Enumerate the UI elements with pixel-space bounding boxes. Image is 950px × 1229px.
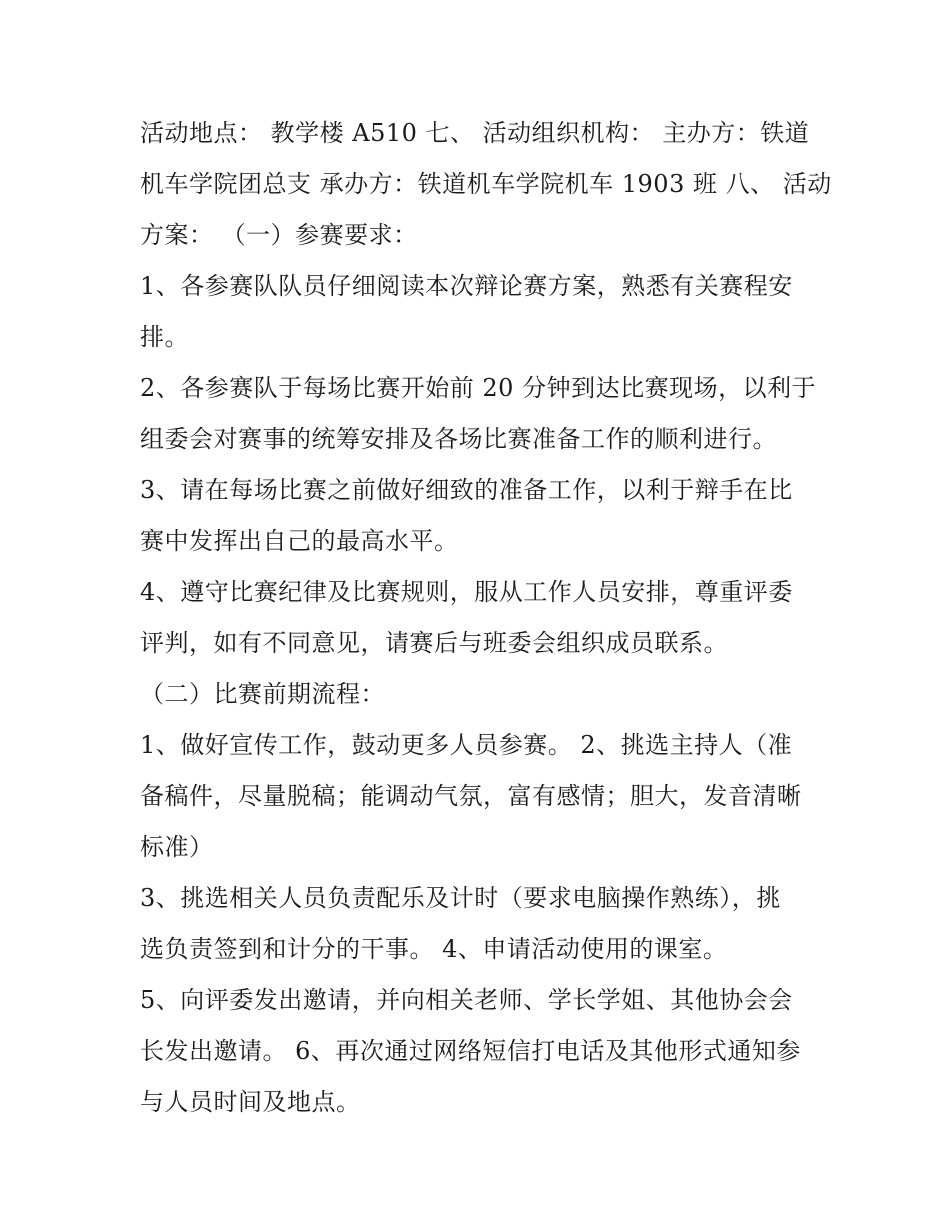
text-line: 选负责签到和计分的干事。 4、申请活动使用的课室。 xyxy=(140,935,728,963)
text-line: 1、做好宣传工作，鼓动更多人员参赛。 2、挑选主持人（准 xyxy=(140,731,793,759)
text-line: 3、请在每场比赛之前做好细致的准备工作，以利于辩手在比 xyxy=(140,476,793,504)
text-line: 评判，如有不同意见，请赛后与班委会组织成员联系。 xyxy=(140,629,728,657)
document-body xyxy=(140,108,832,1128)
text-line: 备稿件，尽量脱稿；能调动气氛，富有感情；胆大，发音清晰 xyxy=(140,782,802,810)
text-line: 标准） xyxy=(140,833,214,861)
text-line: 2、各参赛队于每场比赛开始前 20 分钟到达比赛现场，以利于 xyxy=(140,374,817,402)
text-line: 活动地点： 教学楼 A510 七、 活动组织机构： 主办方：铁道 xyxy=(140,119,810,147)
text-line: 5、向评委发出邀请，并向相关老师、学长学姐、其他协会会 xyxy=(140,986,793,1014)
text-line: 机车学院团总支 承办方：铁道机车学院机车 1903 班 八、 活动 xyxy=(140,170,832,198)
text-line: 1、各参赛队队员仔细阅读本次辩论赛方案，熟悉有关赛程安 xyxy=(140,272,793,300)
text-line: 方案： （一）参赛要求： xyxy=(140,221,418,249)
text-line: 与人员时间及地点。 xyxy=(140,1088,361,1116)
text-line: 4、遵守比赛纪律及比赛规则，服从工作人员安排，尊重评委 xyxy=(140,578,793,606)
text-line: 赛中发挥出自己的最高水平。 xyxy=(140,527,459,555)
text-line: 排。 xyxy=(140,323,189,351)
section-heading: （二）比赛前期流程： xyxy=(140,680,385,708)
text-line: 长发出邀请。 6、再次通过网络短信打电话及其他形式通知参 xyxy=(140,1037,801,1065)
text-line: 组委会对赛事的统筹安排及各场比赛准备工作的顺利进行。 xyxy=(140,425,777,453)
text-line: 3、挑选相关人员负责配乐及计时（要求电脑操作熟练），挑 xyxy=(140,884,781,912)
